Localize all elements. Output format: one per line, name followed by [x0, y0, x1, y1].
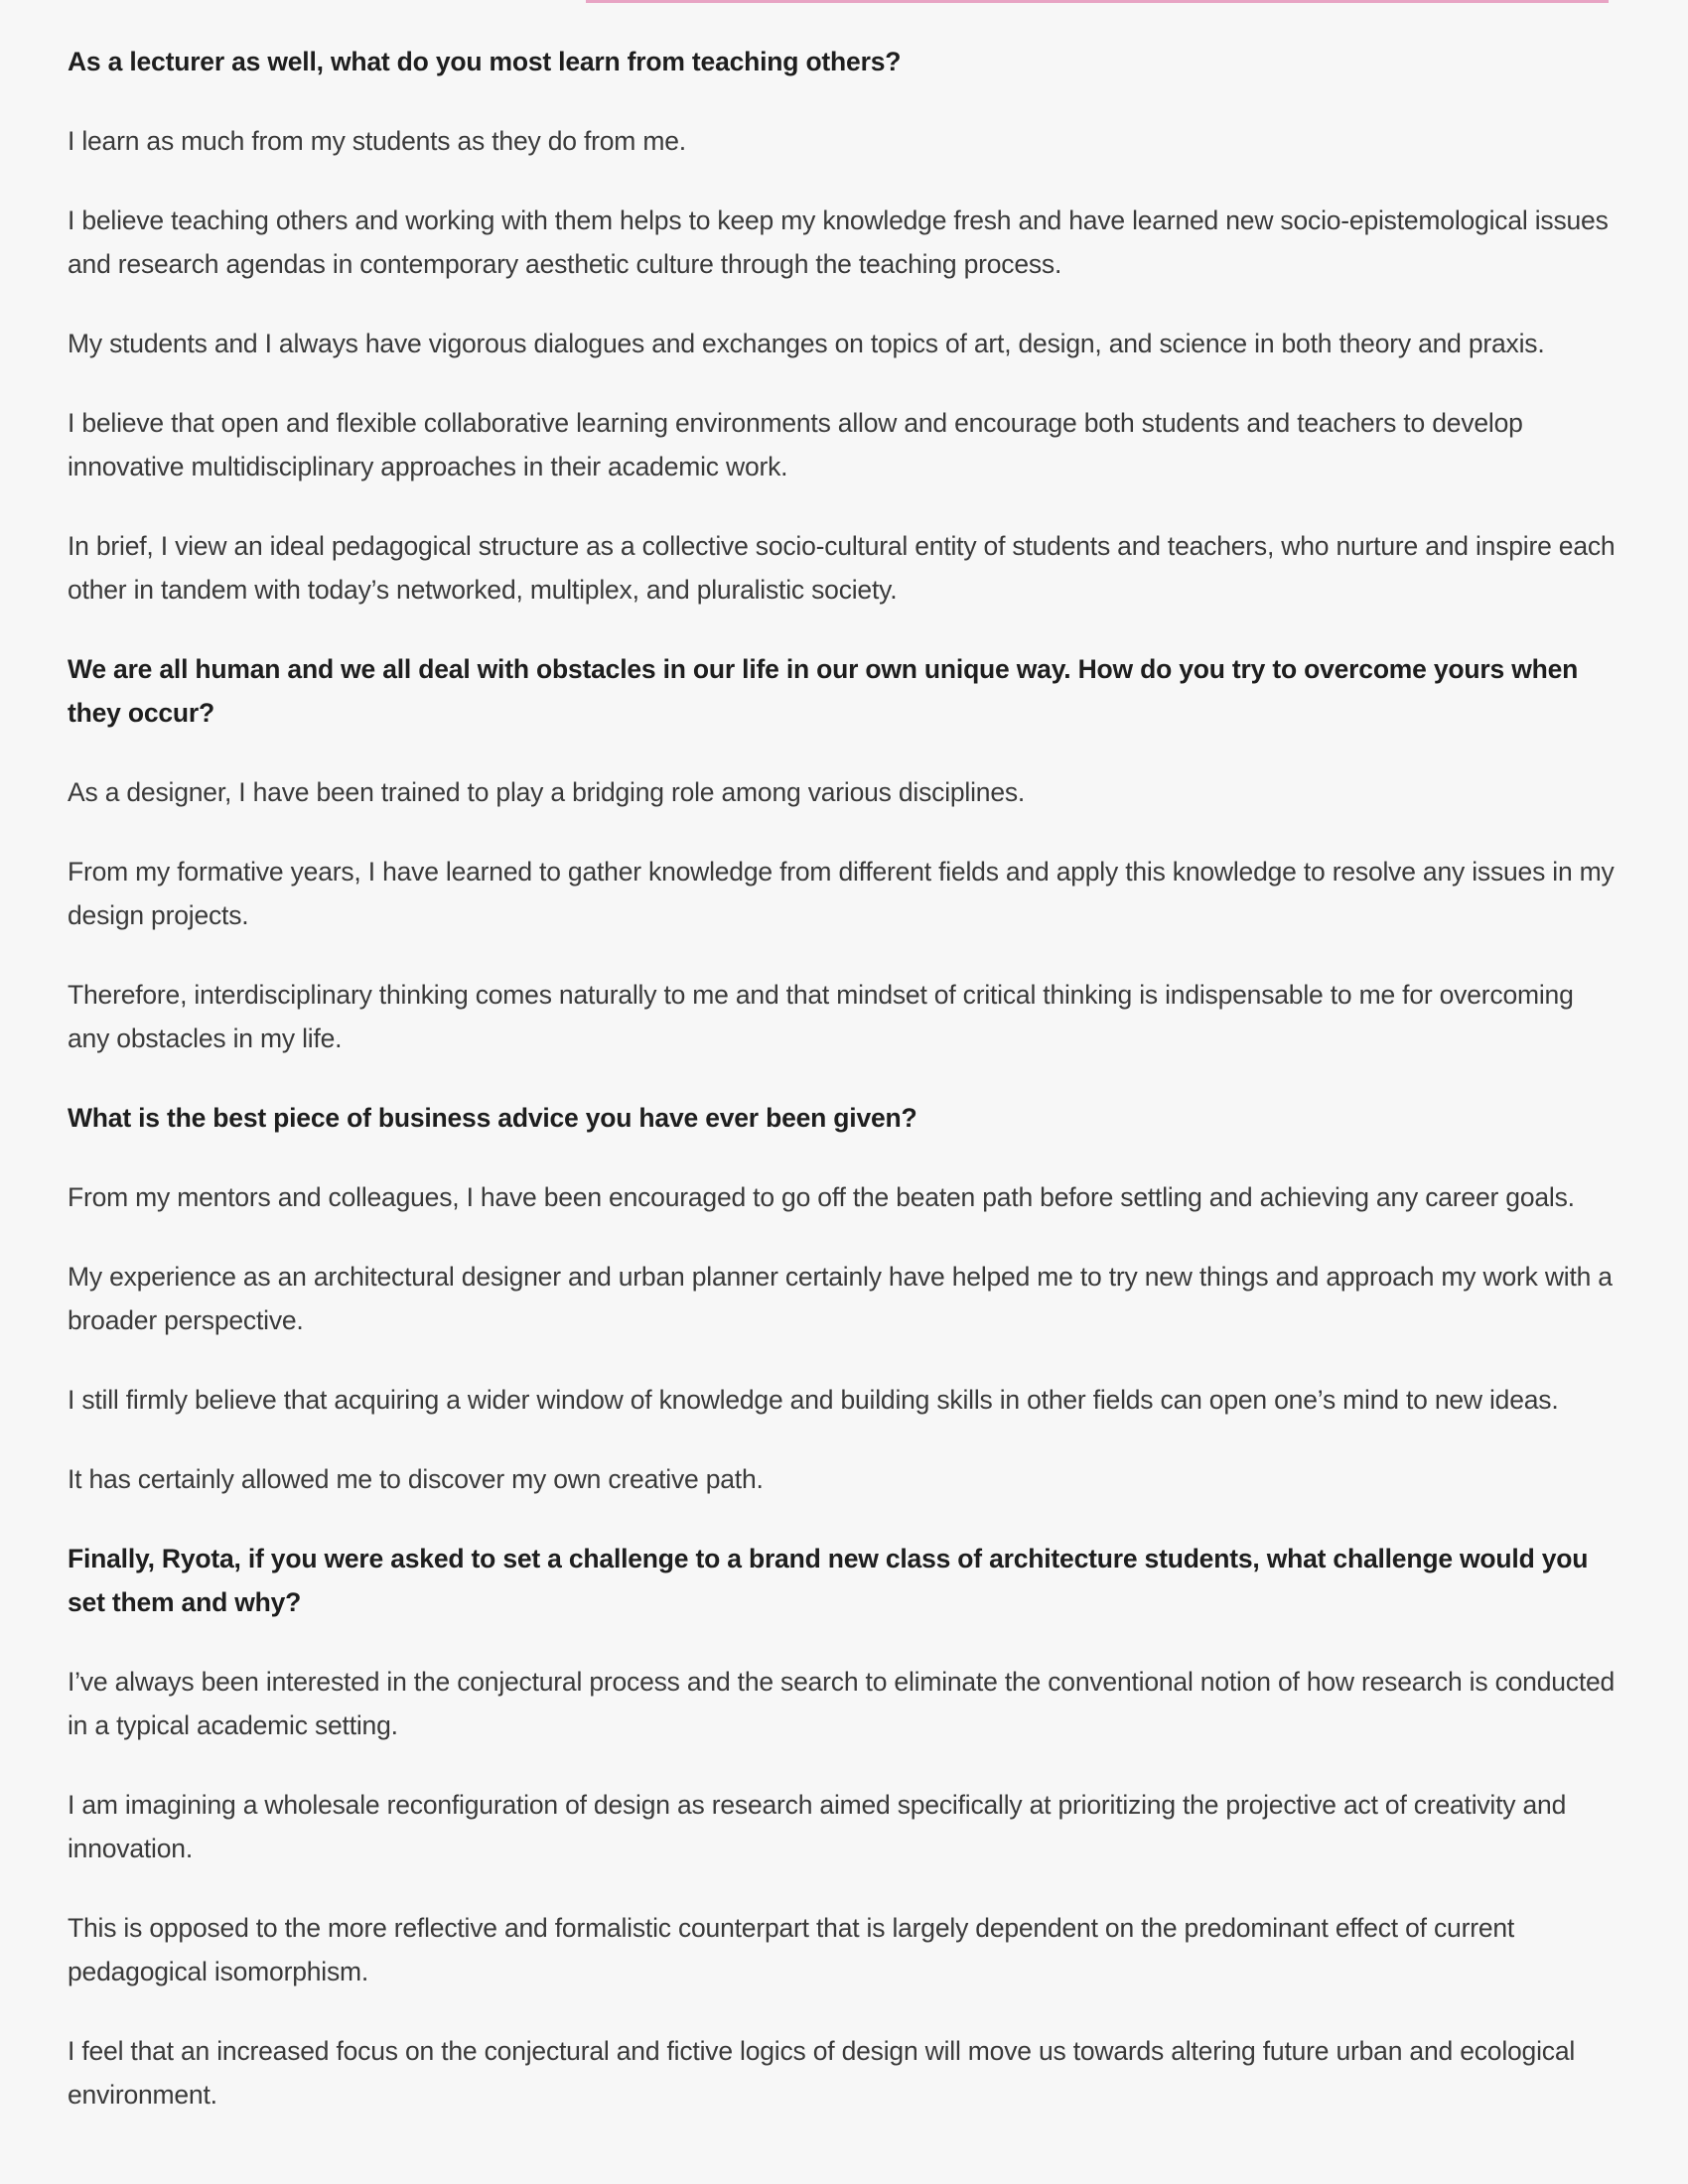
interview-answer: I am imagining a wholesale reconfiguration of design as research aimed specifically at prioritizing the projective act of creativity and innovation.: [68, 1790, 1567, 1863]
interview-answer: From my mentors and colleagues, I have been encouraged to go off the beaten path before settling and achieving any career goals.: [68, 1182, 1575, 1212]
interview-answer: I still firmly believe that acquiring a wider window of knowledge and building skills in other fields can open one’s mind to new ideas.: [68, 1385, 1559, 1415]
top-accent-bar: [586, 0, 1609, 3]
interview-answer: Therefore, interdisciplinary thinking comes naturally to me and that mindset of critical thinking is indispensable to me for overcoming any obstacles in my life.: [68, 980, 1574, 1053]
interview-answer: I believe teaching others and working with them helps to keep my knowledge fresh and have learned new socio-epistemological issues and research agendas in contemporary aesthetic culture through the teaching process.: [68, 205, 1609, 279]
interview-question: Finally, Ryota, if you were asked to set a challenge to a brand new class of architecture students, what challenge would you set them and why?: [68, 1544, 1589, 1617]
interview-answer: This is opposed to the more reflective and formalistic counterpart that is largely dependent on the predominant effect of current pedagogical isomorphism.: [68, 1913, 1515, 1986]
interview-question: We are all human and we all deal with obstacles in our life in our own unique way. How do you try to overcome yours when they occur?: [68, 654, 1579, 728]
interview-answer: In brief, I view an ideal pedagogical structure as a collective socio-cultural entity of students and teachers, who nurture and inspire each other in tandem with today’s networked, multiplex, and pluralistic society.: [68, 531, 1616, 605]
interview-answer: My experience as an architectural designer and urban planner certainly have helped me to try new things and approach my work with a broader perspective.: [68, 1262, 1613, 1335]
interview-answer: From my formative years, I have learned to gather knowledge from different fields and apply this knowledge to resolve any issues in my design projects.: [68, 857, 1615, 930]
interview-question: As a lecturer as well, what do you most learn from teaching others?: [68, 47, 902, 76]
interview-answer: I believe that open and flexible collaborative learning environments allow and encourage both students and teachers to develop innovative multidisciplinary approaches in their academic work.: [68, 408, 1523, 481]
interview-answer: My students and I always have vigorous dialogues and exchanges on topics of art, design, and science in both theory and praxis.: [68, 329, 1545, 358]
interview-answer: It has certainly allowed me to discover my own creative path.: [68, 1464, 764, 1494]
interview-question: What is the best piece of business advice you have ever been given?: [68, 1103, 917, 1133]
interview-answer: I feel that an increased focus on the conjectural and fictive logics of design will move us towards altering future urban and ecological environment.: [68, 2036, 1576, 2110]
interview-answer: I learn as much from my students as they do from me.: [68, 126, 686, 156]
interview-answer: As a designer, I have been trained to play a bridging role among various disciplines.: [68, 777, 1026, 807]
interview-article: [68, 40, 1617, 2152]
interview-answer: I’ve always been interested in the conjectural process and the search to eliminate the conventional notion of how research is conducted in a typical academic setting.: [68, 1667, 1616, 1740]
